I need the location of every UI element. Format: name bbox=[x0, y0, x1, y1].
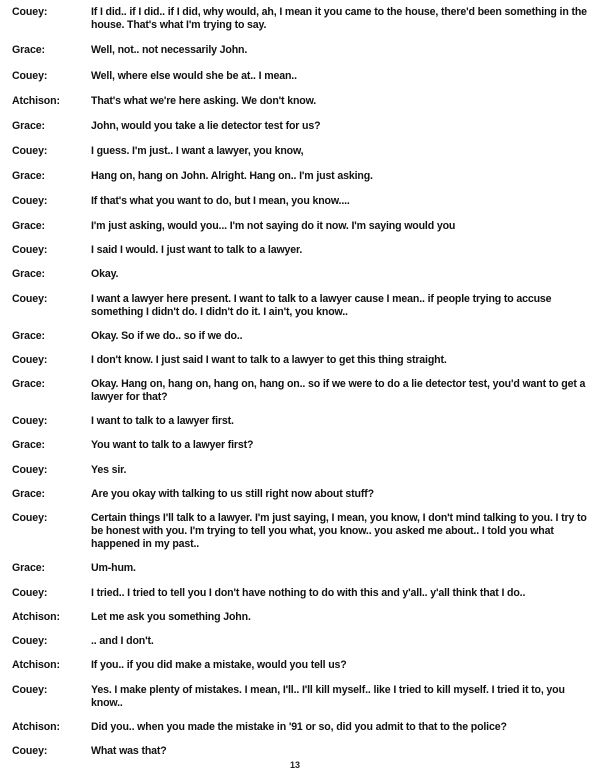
dialogue-text: Okay. So if we do.. so if we do.. bbox=[91, 330, 243, 342]
speaker-label: Couey: bbox=[12, 293, 48, 305]
speaker-label: Couey: bbox=[12, 587, 48, 599]
speaker-label: Atchison: bbox=[12, 659, 60, 671]
dialogue-text: You want to talk to a lawyer first? bbox=[91, 439, 254, 451]
dialogue-text: That's what we're here asking. We don't know. bbox=[91, 95, 317, 107]
speaker-label: Grace: bbox=[12, 378, 45, 390]
dialogue-text: I don't know. I just said I want to talk to a lawyer to get this thing straight. bbox=[91, 354, 447, 366]
dialogue-text: Let me ask you something John. bbox=[91, 611, 251, 623]
page-number: 13 bbox=[290, 760, 301, 770]
speaker-label: Grace: bbox=[12, 268, 45, 280]
speaker-label: Couey: bbox=[12, 415, 48, 427]
dialogue-text: Um-hum. bbox=[91, 562, 136, 574]
dialogue-text: If that's what you want to do, but I mean, you know.... bbox=[91, 195, 350, 207]
speaker-label: Grace: bbox=[12, 44, 45, 56]
speaker-label: Grace: bbox=[12, 170, 45, 182]
dialogue-text: Hang on, hang on John. Alright. Hang on.. I'm just asking. bbox=[91, 170, 373, 182]
speaker-label: Grace: bbox=[12, 330, 45, 342]
speaker-label: Grace: bbox=[12, 439, 45, 451]
dialogue-text: I tried.. I tried to tell you I don't have nothing to do with this and y'all.. y'all think that I do.. bbox=[91, 587, 526, 599]
speaker-label: Grace: bbox=[12, 488, 45, 500]
speaker-label: Couey: bbox=[12, 635, 48, 647]
dialogue-text: Certain things I'll talk to a lawyer. I'm just saying, I mean, you know, I don't mind talking to you. I try to be honest with you. I'm trying to tell you what, you know.. you asked me about.. I told you what happened in my past.. bbox=[91, 512, 587, 550]
speaker-label: Couey: bbox=[12, 512, 48, 524]
dialogue-text: Yes sir. bbox=[91, 464, 127, 476]
dialogue-text: I want to talk to a lawyer first. bbox=[91, 415, 234, 427]
speaker-label: Couey: bbox=[12, 70, 48, 82]
dialogue-text: Okay. Hang on, hang on, hang on, hang on.. so if we were to do a lie detector test, you'd want to get a lawyer for that? bbox=[91, 378, 586, 403]
dialogue-text: I want a lawyer here present. I want to talk to a lawyer cause I mean.. if people trying to accuse something I didn't do. I didn't do it. I ain't, you know.. bbox=[91, 293, 552, 318]
dialogue-text: Okay. bbox=[91, 268, 119, 280]
dialogue-text: .. and I don't. bbox=[91, 635, 154, 647]
dialogue-text: I'm just asking, would you... I'm not saying do it now. I'm saying would you bbox=[91, 220, 456, 232]
speaker-label: Couey: bbox=[12, 464, 48, 476]
dialogue-text: John, would you take a lie detector test for us? bbox=[91, 120, 321, 132]
speaker-label: Grace: bbox=[12, 120, 45, 132]
dialogue-text: Are you okay with talking to us still right now about stuff? bbox=[91, 488, 374, 500]
speaker-label: Atchison: bbox=[12, 95, 60, 107]
dialogue-text: I said I would. I just want to talk to a lawyer. bbox=[91, 244, 303, 256]
speaker-label: Couey: bbox=[12, 6, 48, 18]
speaker-label: Couey: bbox=[12, 145, 48, 157]
speaker-label: Grace: bbox=[12, 220, 45, 232]
dialogue-text: Well, where else would she be at.. I mean.. bbox=[91, 70, 297, 82]
speaker-label: Grace: bbox=[12, 562, 45, 574]
dialogue-text: I guess. I'm just.. I want a lawyer, you know, bbox=[91, 145, 304, 157]
dialogue-text: Did you.. when you made the mistake in '91 or so, did you admit to that to the police? bbox=[91, 721, 507, 733]
dialogue-text: If I did.. if I did.. if I did, why would, ah, I mean it you came to the house, there'd been something in the house. That's what I'm trying to say. bbox=[91, 6, 587, 31]
speaker-label: Couey: bbox=[12, 745, 48, 757]
speaker-label: Couey: bbox=[12, 684, 48, 696]
speaker-label: Couey: bbox=[12, 244, 48, 256]
dialogue-text: What was that? bbox=[91, 745, 167, 757]
speaker-label: Couey: bbox=[12, 354, 48, 366]
dialogue-text: If you.. if you did make a mistake, would you tell us? bbox=[91, 659, 347, 671]
speaker-label: Atchison: bbox=[12, 721, 60, 733]
speaker-label: Couey: bbox=[12, 195, 48, 207]
dialogue-text: Yes. I make plenty of mistakes. I mean, I'll.. I'll kill myself.. like I tried to kill myself. I tried it to, you know.. bbox=[91, 684, 565, 709]
speaker-label: Atchison: bbox=[12, 611, 60, 623]
dialogue-text: Well, not.. not necessarily John. bbox=[91, 44, 248, 56]
